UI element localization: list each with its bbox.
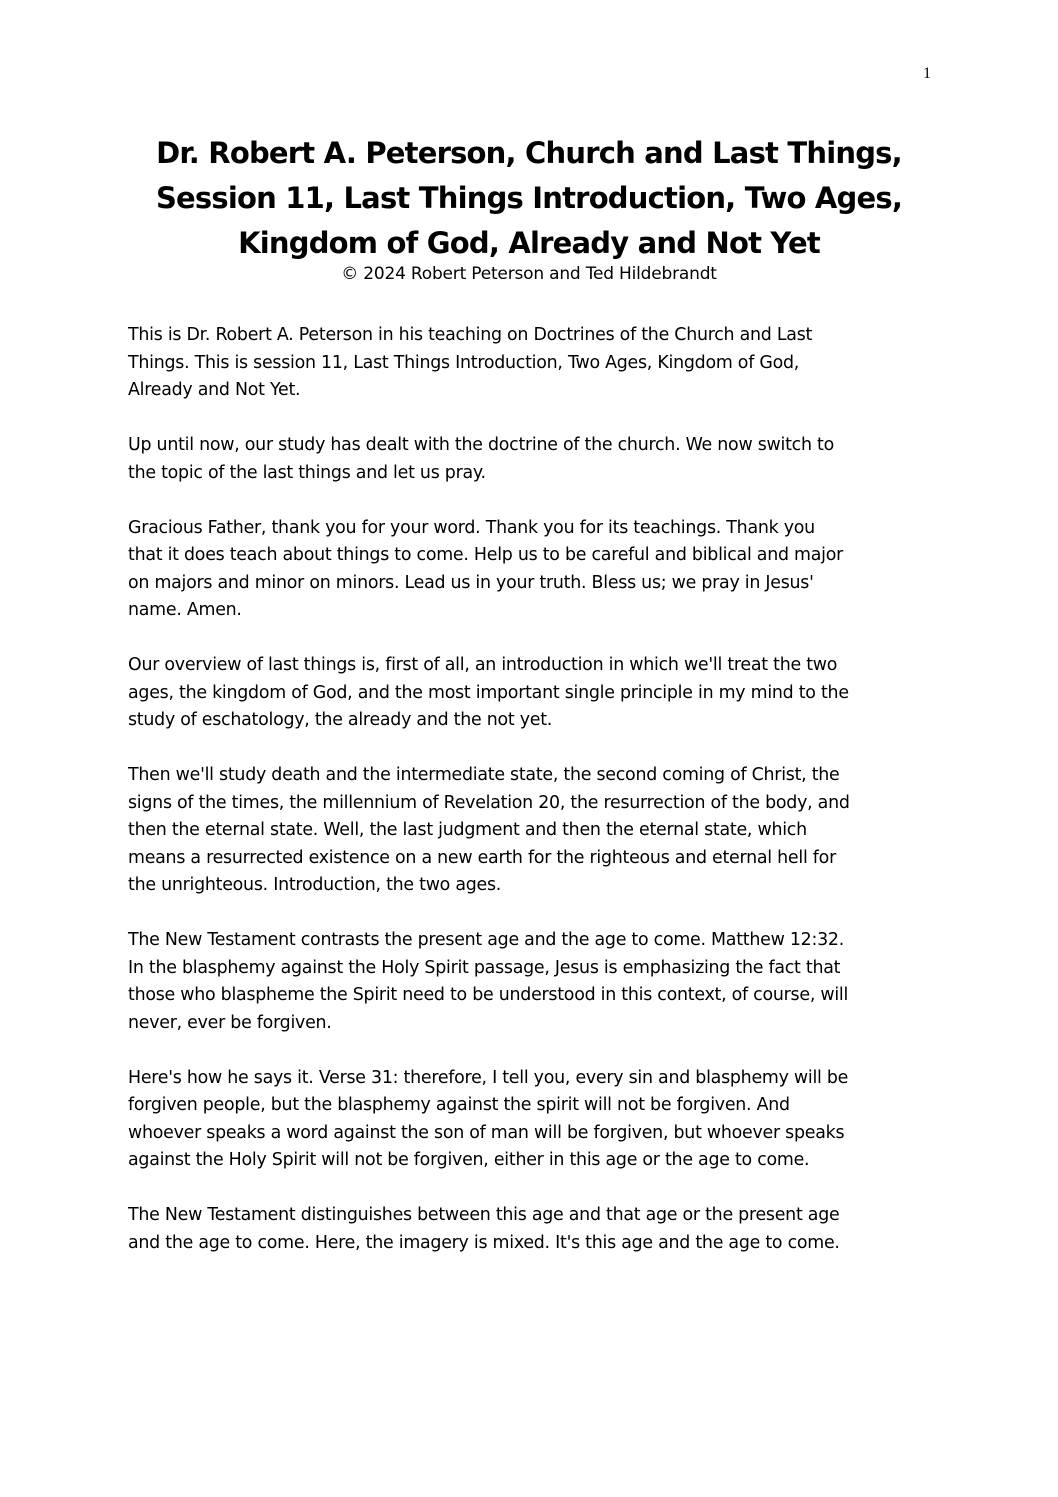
text-line: Here's how he says it. Verse 31: therefore, I tell you, every sin and blasphemy will be (128, 1067, 849, 1088)
text-line: signs of the times, the millennium of Revelation 20, the resurrection of the body, and (128, 792, 850, 813)
text-line: those who blaspheme the Spirit need to be understood in this context, of course, will (128, 985, 849, 1005)
text-line: Our overview of last things is, first of all, an introduction in which we'll treat the two (128, 655, 838, 675)
paragraph-topics (128, 762, 934, 900)
text-line: study of eschatology, the already and the not yet. (128, 710, 553, 730)
text-line: Already and Not Yet. (128, 380, 301, 400)
title-line: Session 11, Last Things Introduction, Two Ages, (155, 181, 903, 215)
document-body (128, 322, 934, 1285)
paragraph-overview (128, 652, 934, 735)
copyright-notice: © 2024 Robert Peterson and Ted Hildebrandt (341, 264, 717, 284)
text-line: The New Testament distinguishes between this age and that age or the present age (128, 1205, 840, 1225)
text-line: on majors and minor on minors. Lead us in your truth. Bless us; we pray in Jesus' (128, 572, 814, 593)
text-line: that it does teach about things to come. Help us to be careful and biblical and major (128, 545, 844, 565)
text-line: This is Dr. Robert A. Peterson in his teaching on Doctrines of the Church and Last (128, 325, 813, 345)
text-line: The New Testament contrasts the present age and the age to come. Matthew 12:32. (128, 930, 844, 950)
text-line: means a resurrected existence on a new earth for the righteous and eternal hell for (128, 847, 836, 868)
text-line: Things. This is session 11, Last Things Introduction, Two Ages, Kingdom of God, (128, 352, 800, 373)
text-line: the topic of the last things and let us pray. (128, 462, 486, 483)
text-line: and the age to come. Here, the imagery is mixed. It's this age and the age to come. (128, 1232, 840, 1253)
text-line: In the blasphemy against the Holy Spirit passage, Jesus is emphasizing the fact that (128, 957, 841, 978)
text-line: ages, the kingdom of God, and the most important single principle in my mind to the (128, 682, 849, 703)
paragraph-two-ages (128, 927, 934, 1037)
text-line: Gracious Father, thank you for your word. Thank you for its teachings. Thank you (128, 517, 815, 538)
text-line: never, ever be forgiven. (128, 1012, 332, 1033)
document-header (100, 131, 958, 286)
paragraph-intro (128, 322, 934, 405)
text-line: Then we'll study death and the intermediate state, the second coming of Christ, the (128, 765, 840, 785)
text-line: then the eternal state. Well, the last judgment and then the eternal state, which (128, 820, 807, 840)
paragraph-transition (128, 432, 934, 487)
text-line: Up until now, our study has dealt with the doctrine of the church. We now switch to (128, 435, 834, 455)
text-line: against the Holy Spirit will not be forgiven, either in this age or the age to come. (128, 1150, 810, 1170)
title-line: Kingdom of God, Already and Not Yet (238, 226, 820, 260)
text-line: the unrighteous. Introduction, the two ages. (128, 875, 502, 895)
paragraph-verse-31 (128, 1065, 934, 1175)
text-line: whoever speaks a word against the son of man will be forgiven, but whoever speaks (128, 1122, 845, 1143)
title-line: Dr. Robert A. Peterson, Church and Last Things, (156, 136, 902, 170)
paragraph-prayer (128, 515, 934, 625)
paragraph-distinction (128, 1202, 934, 1257)
text-line: name. Amen. (128, 600, 242, 620)
text-line: forgiven people, but the blasphemy against the spirit will not be forgiven. And (128, 1095, 790, 1115)
page-number: 1 (923, 65, 931, 82)
